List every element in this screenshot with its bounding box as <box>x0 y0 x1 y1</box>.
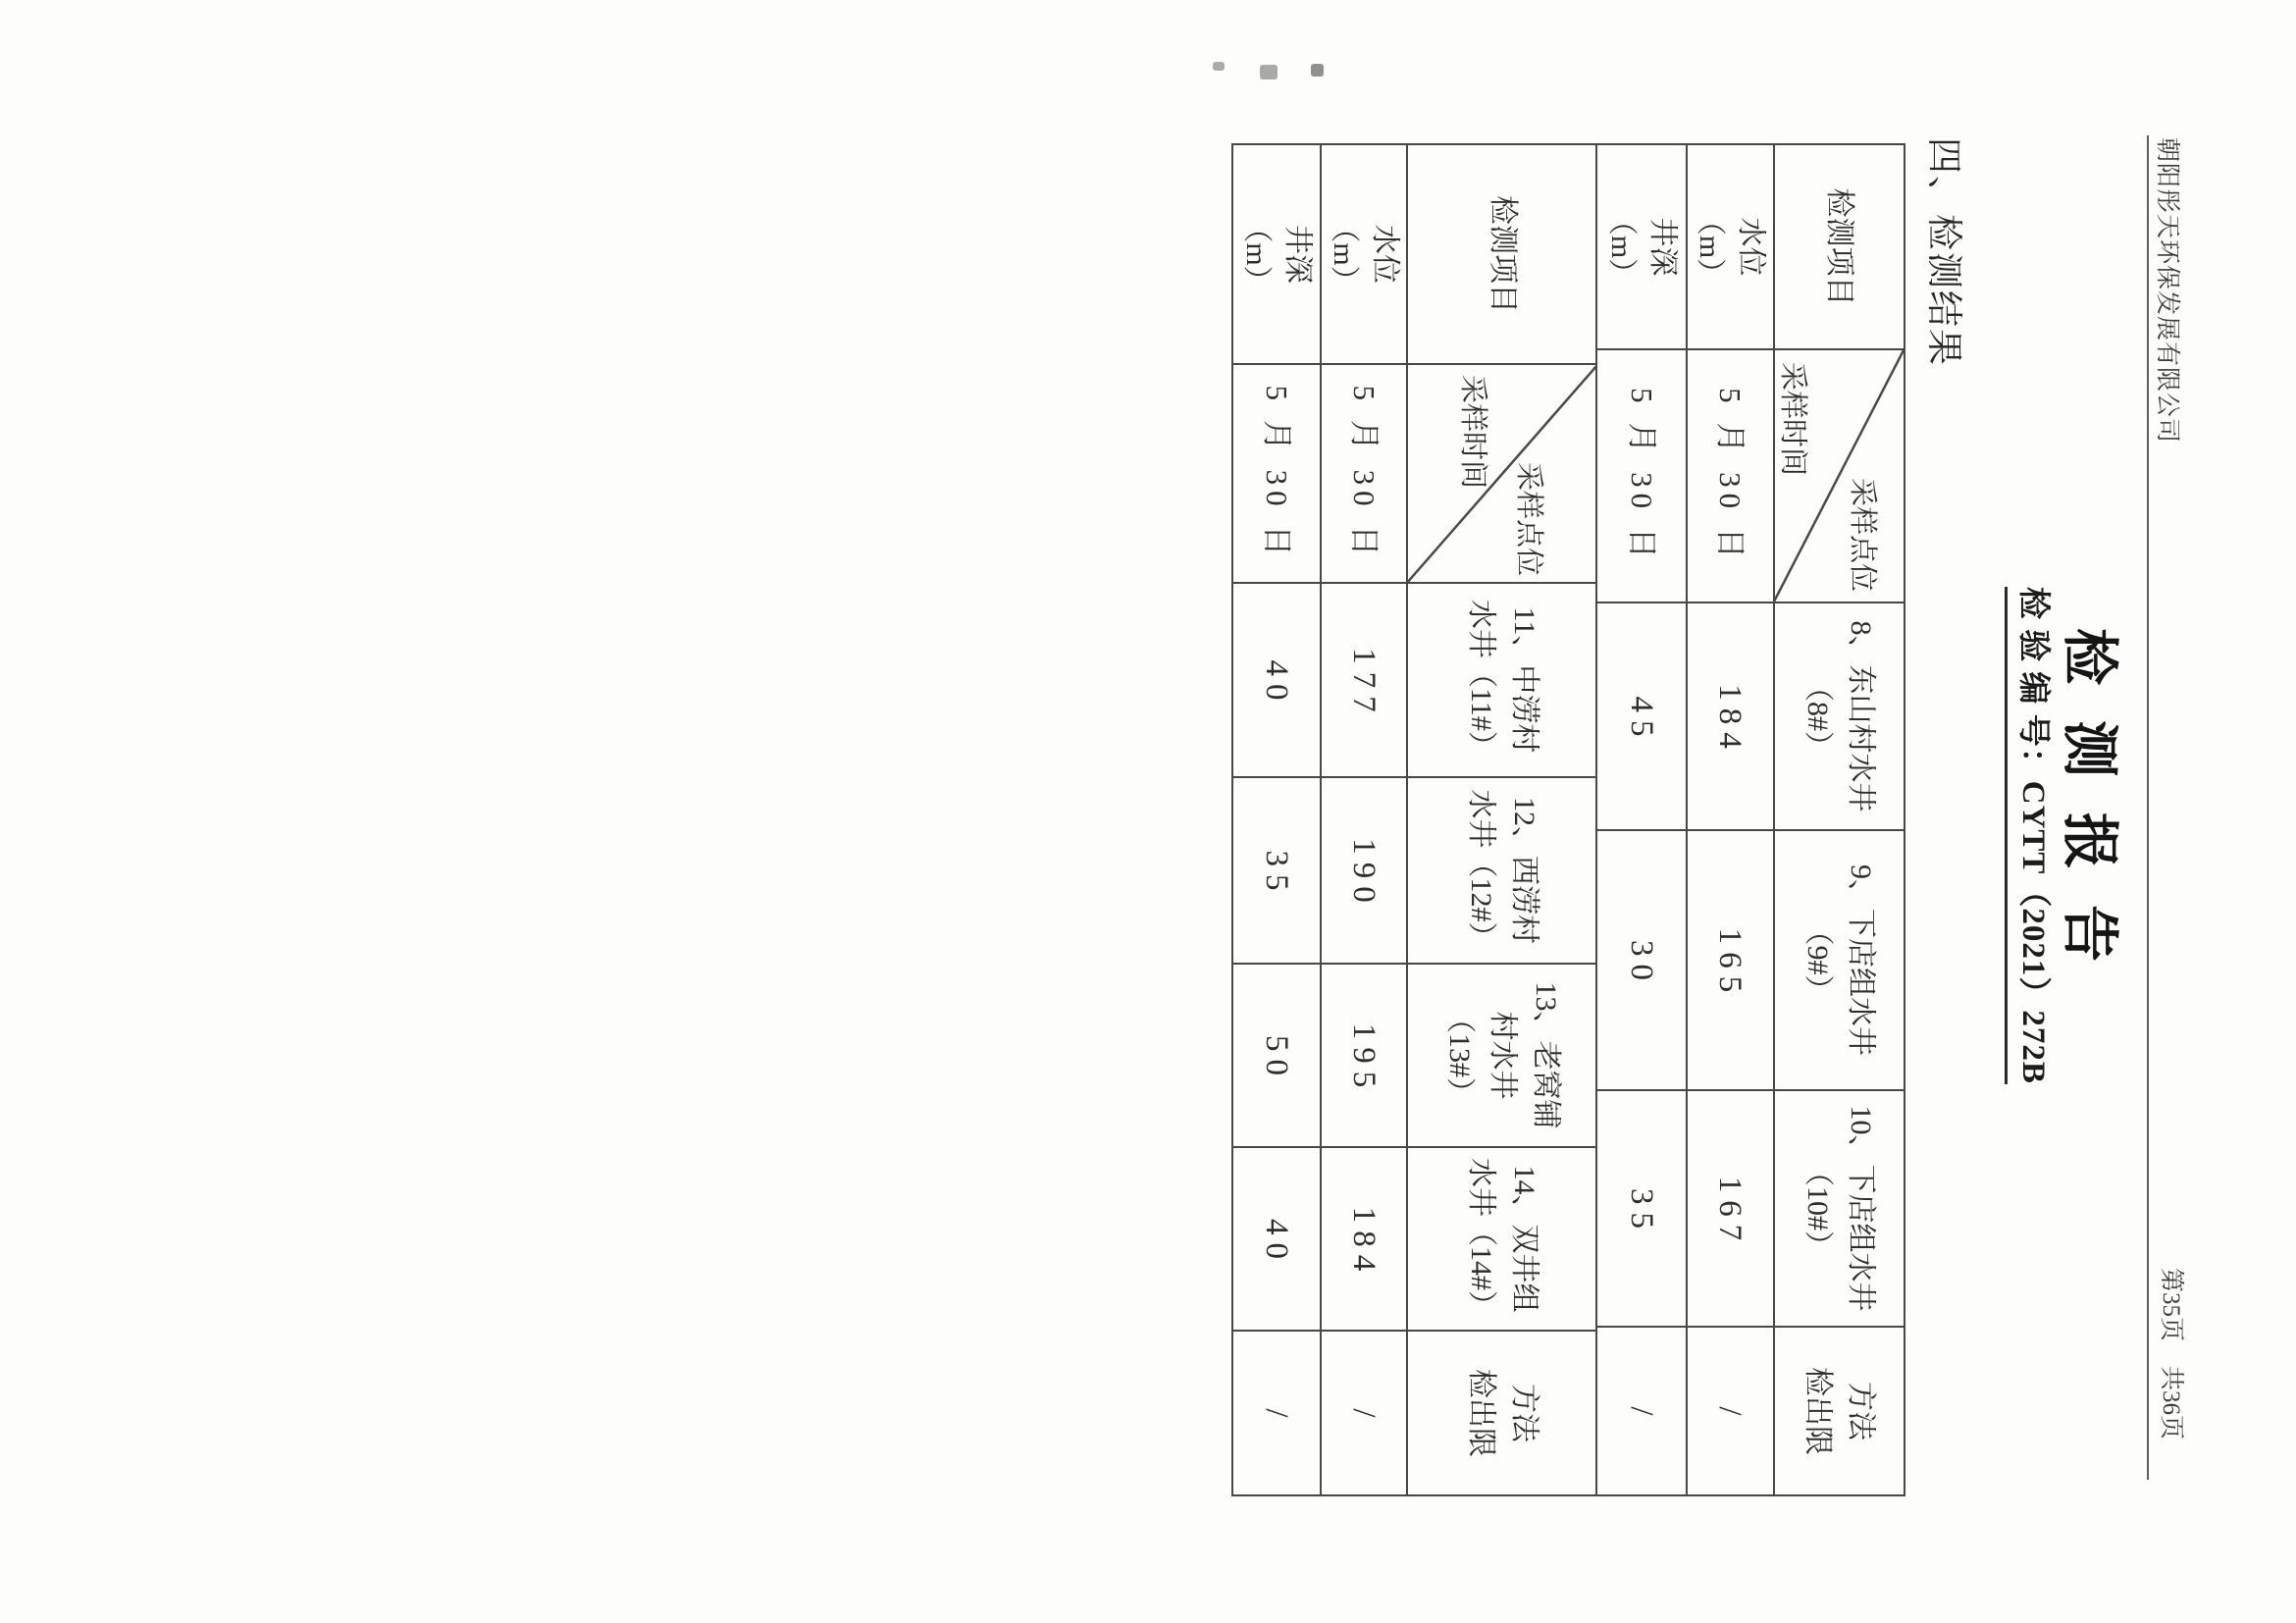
corner-label-sampling-point: 采样点位 <box>1847 477 1878 592</box>
scan-artifact-3 <box>1311 64 1324 77</box>
well-name-line: 9、下店组水井 <box>1845 864 1878 1056</box>
well-name-line: 水井（11#） <box>1465 600 1498 760</box>
well-name-line: 水井（12#） <box>1465 789 1498 952</box>
param-label-line: 井深 <box>1281 225 1314 284</box>
param-label-line: 水位 <box>1369 225 1401 284</box>
value-cell: 35 <box>1597 1091 1686 1328</box>
param-label-line: （m） <box>1605 205 1638 288</box>
well-name-line: 8、东山村水井 <box>1845 620 1878 812</box>
method-limit-line: 方法 <box>1508 1384 1541 1442</box>
report-number-value: CYTT（2021）272B <box>2015 780 2051 1084</box>
diagonal-line <box>1406 365 1597 584</box>
header-rule <box>2147 135 2149 1480</box>
value-cell: 190 <box>1320 778 1406 965</box>
well-header-cell <box>1406 1148 1597 1332</box>
corner-cell <box>1406 365 1597 584</box>
well-name-line: 12、西涝村 <box>1508 797 1541 944</box>
value-cell: 45 <box>1597 603 1686 831</box>
well-name-line: 13、老窝铺 <box>1530 981 1563 1129</box>
param-label-cell <box>1320 145 1406 365</box>
limit-value-cell: / <box>1259 1408 1294 1426</box>
corner-label-sampling-time: 采样时间 <box>1777 362 1808 477</box>
well-name-line: （13#） <box>1443 1004 1477 1107</box>
report-title: 检测报告 <box>2058 628 2121 998</box>
value-cell: 184 <box>1320 1148 1406 1332</box>
well-header-cell <box>1406 965 1597 1148</box>
well-header-cell <box>1773 1091 1904 1328</box>
param-label-line: （m） <box>1240 213 1273 295</box>
sample-time-cell: 5 月 30 日 <box>1597 350 1686 603</box>
method-limit-header-cell <box>1406 1332 1597 1494</box>
value-cell: 35 <box>1233 778 1320 965</box>
value-cell: 195 <box>1320 965 1406 1148</box>
param-label-line: 水位 <box>1735 217 1768 277</box>
well-name-line: （10#） <box>1801 1157 1835 1260</box>
results-table-2 <box>1231 143 1597 1496</box>
value-cell: 40 <box>1233 1148 1320 1332</box>
method-limit-line: 检出限 <box>1465 1369 1498 1457</box>
corner-cell <box>1773 350 1904 603</box>
page-number: 第35页 共36页 <box>2158 1268 2184 1440</box>
method-limit-line: 检出限 <box>1801 1367 1835 1455</box>
well-name-line: （8#） <box>1801 672 1835 760</box>
item-header-label: 检测项目 <box>1823 187 1856 306</box>
corner-label-sampling-time: 采样时间 <box>1457 375 1488 490</box>
well-header-cell <box>1406 584 1597 778</box>
param-label-line: 井深 <box>1646 217 1679 277</box>
well-name-line: 11、中涝村 <box>1508 606 1541 754</box>
well-header-cell <box>1773 831 1904 1091</box>
method-limit-header-cell <box>1773 1328 1904 1494</box>
item-header-cell <box>1406 145 1597 365</box>
item-header-cell <box>1773 145 1904 350</box>
limit-value-cell: / <box>1320 1332 1406 1494</box>
param-label-line: （m） <box>1328 213 1360 295</box>
method-limit-line: 方法 <box>1845 1382 1878 1440</box>
scan-artifact-1 <box>1213 62 1225 71</box>
param-label-cell <box>1233 145 1320 365</box>
value-cell: 30 <box>1597 831 1686 1091</box>
company-name: 朝阳彤天环保发展有限公司 <box>2154 137 2180 445</box>
item-header-label: 检测项目 <box>1487 195 1520 313</box>
value-cell: 177 <box>1320 584 1406 778</box>
value-cell: 40 <box>1233 584 1320 778</box>
param-label-line: （m） <box>1694 205 1727 288</box>
report-number <box>2005 587 2060 1084</box>
limit-value-cell: / <box>1686 1328 1773 1494</box>
section-heading: 四、检测结果 <box>1923 137 1963 367</box>
sample-time-cell: 5 月 30 日 <box>1233 365 1320 584</box>
value-cell: 50 <box>1233 965 1320 1148</box>
limit-value-cell: / <box>1624 1406 1659 1424</box>
sample-time-cell: 5 月 30 日 <box>1686 350 1773 603</box>
report-number-label: 检 验 编 号： <box>2015 587 2051 781</box>
value-cell: 167 <box>1686 1091 1773 1328</box>
well-name-line: （9#） <box>1801 916 1835 1005</box>
param-label-cell <box>1597 145 1686 350</box>
param-label-cell <box>1686 145 1773 350</box>
value-cell: 184 <box>1686 603 1773 831</box>
scan-artifact-2 <box>1260 65 1278 79</box>
value-cell: 165 <box>1686 831 1773 1091</box>
sample-time-cell: 5 月 30 日 <box>1320 365 1406 584</box>
well-name-line: 14、双井组 <box>1508 1165 1541 1313</box>
well-header-cell <box>1773 603 1904 831</box>
results-table-1 <box>1595 143 1905 1496</box>
well-name-line: 水井（14#） <box>1465 1158 1498 1320</box>
corner-label-sampling-point: 采样点位 <box>1513 461 1544 576</box>
well-name-line: 10、下店组水井 <box>1845 1105 1878 1312</box>
well-name-line: 村水井 <box>1487 1011 1520 1100</box>
well-header-cell <box>1406 778 1597 965</box>
